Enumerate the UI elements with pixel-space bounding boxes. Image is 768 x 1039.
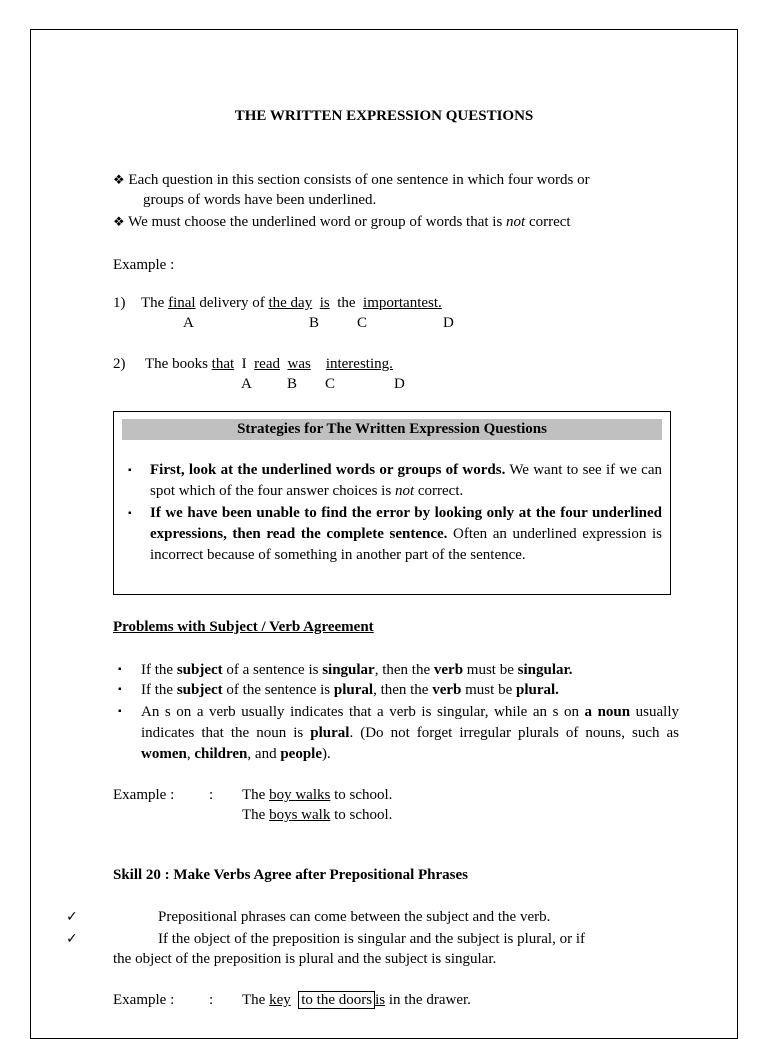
sv-ex2-underlined: boys walk xyxy=(269,807,331,823)
sv-rule-3-a-noun: a noun xyxy=(584,704,631,720)
sv-rule-2 xyxy=(141,680,559,700)
sv-rule-2-text-3: , then the xyxy=(373,682,433,698)
ex2-option-a: that xyxy=(211,356,235,372)
ex2-letter-c: C xyxy=(325,376,336,392)
sv-example-line-1 xyxy=(242,785,392,805)
sv-rule-3-people: people xyxy=(280,746,322,762)
sv-rule-2-verb: verb xyxy=(432,682,462,698)
sv-rule-3-comma: , xyxy=(186,746,195,762)
strategy-2 xyxy=(150,503,662,566)
sv-rule-1-text-3: , then the xyxy=(374,662,434,678)
sv-rule-1-text: If the xyxy=(141,662,177,678)
ex2-option-b: read xyxy=(254,356,280,372)
strategy-1-text: We want to see if we can spot which of the four answer choices is xyxy=(150,462,662,499)
sv-rule-3-close: ). xyxy=(322,746,331,762)
example-label: Example : xyxy=(113,257,175,273)
skill-20-point-2-line-2: the object of the preposition is plural and the subject is singular. xyxy=(113,951,497,967)
sv-heading: Problems with Subject / Verb Agreement xyxy=(113,619,374,635)
sv-ex1-pre: The xyxy=(242,787,270,803)
sv-rule-1-text-2: of a sentence is xyxy=(222,662,323,678)
intro-bullet-2 xyxy=(113,212,571,232)
ex1-word-delivery-of: delivery of xyxy=(195,295,269,311)
ex1-letter-c: C xyxy=(357,315,368,331)
sv-rule-2-text: If the xyxy=(141,682,177,698)
ex2-option-c: was xyxy=(287,356,311,372)
intro-bullet-1 xyxy=(113,170,590,190)
ex2-letter-b: B xyxy=(287,376,298,392)
strategies-box xyxy=(113,411,671,595)
sv-rule-1-subject: subject xyxy=(176,662,223,678)
sv-rule-1-singular-end: singular. xyxy=(517,662,573,678)
strategies-heading: Strategies for The Written Expression Questions xyxy=(122,419,662,440)
strategy-2-bold: If we have been unable to find the error by looking only at the four underlined expressions, then read the complete sentence. xyxy=(150,505,662,542)
skill-20-heading: Skill 20 : Make Verbs Agree after Prepositional Phrases xyxy=(113,867,468,883)
sv-rule-2-plural-end: plural. xyxy=(515,682,559,698)
square-bullet-icon: ▪ xyxy=(128,465,132,476)
intro-bullet-2-emphasis: not xyxy=(506,214,526,230)
ex2-word-i: I xyxy=(241,356,247,372)
strategy-1-bold: First, look at the underlined words or groups of words. xyxy=(150,462,506,478)
ex3-colon: : xyxy=(209,992,214,1008)
sv-rule-3-plural: plural xyxy=(310,725,350,741)
ex1-option-a: final xyxy=(168,295,196,311)
ex3-verb: is xyxy=(375,992,386,1008)
sv-rule-1 xyxy=(141,660,573,680)
ex1-word-the: The xyxy=(141,295,169,311)
sv-rule-2-text-4: must be xyxy=(461,682,516,698)
sv-rule-2-plural: plural xyxy=(333,682,374,698)
square-bullet-icon: ▪ xyxy=(118,706,122,717)
checkmark-icon: ✓ xyxy=(66,909,78,925)
sv-rule-2-subject: subject xyxy=(176,682,223,698)
ex3-sentence xyxy=(242,990,471,1010)
strategy-1-end: correct. xyxy=(414,483,464,499)
intro-bullet-2-end: correct xyxy=(525,214,571,230)
sv-rule-1-singular: singular xyxy=(322,662,375,678)
ex2-words-the-books: The books xyxy=(145,356,212,372)
sv-rule-3-children: children xyxy=(194,746,248,762)
page-title: THE WRITTEN EXPRESSION QUESTIONS xyxy=(234,108,534,124)
sv-ex2-post: to school. xyxy=(330,807,393,823)
ex3-post: in the drawer. xyxy=(385,992,471,1008)
intro-bullet-1-line-1: Each question in this section consists of one sentence in which four words or xyxy=(128,172,590,188)
ex1-letter-a: A xyxy=(183,315,194,331)
ex1-word-the-2: the xyxy=(337,295,356,311)
sv-ex1-underlined: boy walks xyxy=(269,787,331,803)
intro-bullet-1-line-2: groups of words have been underlined. xyxy=(143,192,377,208)
sv-rule-3-text: An s on a verb usually indicates that a verb is singular, while an s on xyxy=(141,704,585,720)
ex3-pre: The xyxy=(242,992,270,1008)
sv-rule-3-text-3: . (Do not forget irregular plurals of nouns, such as xyxy=(349,725,679,741)
strategy-1 xyxy=(150,460,662,502)
diamond-bullet-icon: ❖ xyxy=(113,172,125,187)
sv-rule-3-women: women xyxy=(141,746,187,762)
strategy-1-emphasis: not xyxy=(394,483,415,499)
skill-20-point-2-line-1: If the object of the preposition is singular and the subject is plural, or if xyxy=(158,931,585,947)
example-2-number: 2) xyxy=(113,356,126,372)
ex1-option-c: is xyxy=(319,295,330,311)
ex1-option-d: importantest. xyxy=(363,295,442,311)
sv-example-line-2 xyxy=(242,805,392,825)
ex1-option-b: the day xyxy=(268,295,313,311)
ex1-letter-b: B xyxy=(309,315,320,331)
square-bullet-icon: ▪ xyxy=(118,664,122,675)
square-bullet-icon: ▪ xyxy=(118,684,122,695)
sv-rule-2-text-2: of the sentence is xyxy=(222,682,334,698)
checkmark-icon: ✓ xyxy=(66,931,78,947)
strategy-2-text: Often an underlined expression is incorrect because of something in another part of the sentence. xyxy=(150,526,662,563)
example-2-sentence xyxy=(145,354,393,374)
diamond-bullet-icon: ❖ xyxy=(113,214,125,229)
sv-rule-3-text-2: usually indicates that the noun is xyxy=(141,704,679,741)
sv-example-label: Example : xyxy=(113,787,175,803)
ex2-letter-a: A xyxy=(241,376,252,392)
intro-bullet-2-text: We must choose the underlined word or group of words that is xyxy=(128,214,507,230)
sv-ex2-pre: The xyxy=(242,807,270,823)
ex3-label: Example : xyxy=(113,992,175,1008)
square-bullet-icon: ▪ xyxy=(128,508,132,519)
ex2-option-d: interesting. xyxy=(325,356,393,372)
ex1-letter-d: D xyxy=(443,315,454,331)
sv-example-colon: : xyxy=(209,787,214,803)
sv-rule-1-text-4: must be xyxy=(463,662,518,678)
sv-ex1-post: to school. xyxy=(330,787,393,803)
skill-20-point-1: Prepositional phrases can come between the subject and the verb. xyxy=(158,909,551,925)
ex2-letter-d: D xyxy=(394,376,405,392)
example-1-sentence xyxy=(141,293,442,313)
example-1-number: 1) xyxy=(113,295,126,311)
sv-rule-3 xyxy=(141,702,679,765)
ex3-prepositional-phrase: to the doors xyxy=(298,991,375,1009)
sv-rule-1-verb: verb xyxy=(433,662,464,678)
sv-rule-3-and: , and xyxy=(247,746,281,762)
ex3-subject: key xyxy=(269,992,291,1008)
